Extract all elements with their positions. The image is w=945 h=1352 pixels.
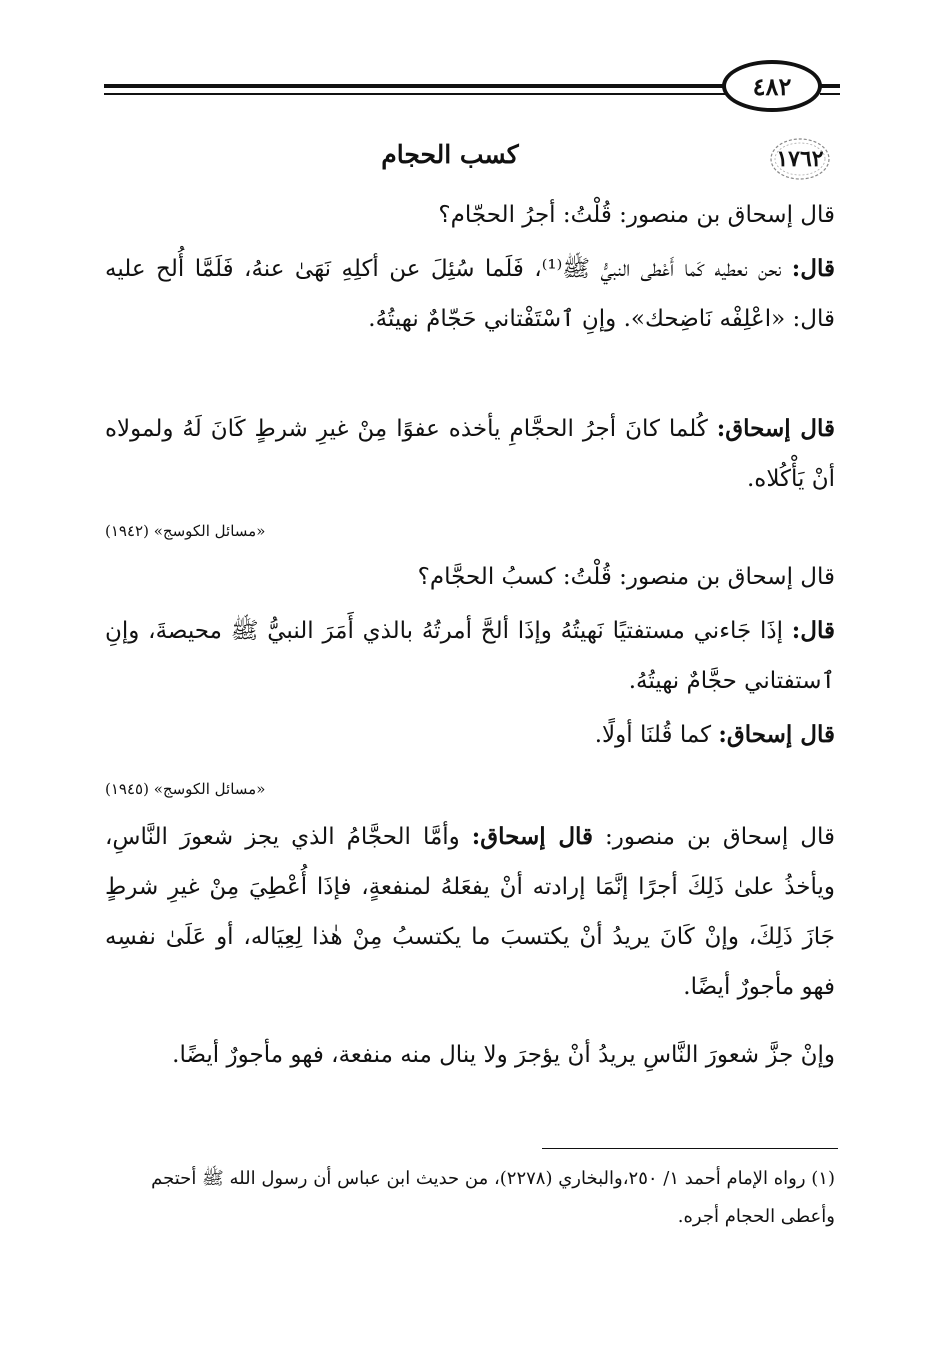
entry2-ishaq: [105, 710, 835, 760]
footnote-marker: (١): [811, 1168, 835, 1189]
final-intro: قال إسحاق بن منصور:: [605, 824, 835, 850]
entry1-ishaq: [105, 404, 835, 504]
entry-number: ١٧٦٢: [776, 146, 824, 172]
entry2-question: قال إسحاق بن منصور: قُلْتُ: كسبُ الحجَّام؟: [417, 564, 835, 590]
final-label: قال إسحاق:: [471, 823, 594, 850]
final-paragraph-2: وإنْ جزَّ شعورَ النَّاسِ يريدُ أنْ يؤجرَ ولا ينال منه منفعة، فهو مأجورٌ أيضًا.: [172, 1042, 835, 1068]
header-rule-tail-thin: [820, 93, 840, 95]
entry-number-medallion: [768, 136, 832, 182]
final-text-1: وأمَّا الحجَّامُ الذي يجز شعورَ النَّاسِ، ويأخذُ علىٰ ذَلِكَ أجرًا إنَّمَا إرادته أنْ يفعَلهُ لمنفعةٍ، فإذَا أُعْطِيَ مِنْ غيرِ شرطٍ جَازَ ذَلِكَ، وإنْ كَانَ يريدُ أنْ يكتسبَ ما يكتسبُ مِنْ هٰذا لِعِيَاله، أو عَلَىٰ نفسِه فهو مأجورٌ أيضًا.: [105, 824, 835, 1000]
chapter-title: كسب الحجام: [381, 140, 519, 169]
entry1-source: «مسائل الكوسج» (١٩٤٢): [105, 522, 266, 540]
entry2-answer: [105, 606, 835, 706]
final-paragraph-1: [105, 812, 835, 1012]
entry2-source: «مسائل الكوسج» (١٩٤٥): [105, 780, 266, 798]
header-rule-tail: [820, 84, 840, 88]
page-number: ٤٨٢: [722, 60, 822, 112]
footnote: [105, 1160, 835, 1236]
footnote-text: رواه الإمام أحمد ١/ ٢٥٠،والبخاري (٢٢٧٨)، من حديث ابن عباس أن رسول الله ﷺ أحتجم وأعطى الحجام أجره.: [151, 1168, 835, 1227]
header-rule-thin: [104, 93, 726, 95]
answer-text: إذَا جَاءني مستفتيًا نَهيتُهُ وإذَا ألحَّ أمرتُهُ بالذي أَمَرَ النبيُّ ﷺ محيصةَ، وإنِ ٱستفتاني حجَّامٌ نهيتُهُ.: [105, 618, 835, 694]
ishaq-label: قال إسحاق:: [718, 721, 835, 748]
ishaq-label: قال إسحاق:: [716, 415, 836, 442]
entry1-answer: [105, 244, 835, 344]
answer-label: قال:: [791, 255, 836, 282]
entry1-question: قال إسحاق بن منصور: قُلْتُ: أجرُ الحجّام؟: [438, 202, 835, 228]
answer-label: قال:: [791, 617, 836, 644]
ishaq-text: كما قُلنَا أولًا.: [594, 722, 712, 748]
footnote-rule: [542, 1148, 838, 1149]
header-rule-thick: [104, 84, 726, 88]
ishaq-text: كُلما كانَ أجرُ الحجَّامِ يأخذه عفوًا مِنْ غيرِ شرطٍ كَانَ لَهُ ولمولاه أنْ يَأْكُلاه.: [105, 416, 835, 492]
answer-text: نحن نعطيه كَما أَعْطى النبيُّ ﷺ⁽¹⁾، فَلَما سُئِلَ عن أكلِهِ نَهَىٰ عنهُ، فَلَمَّا أُلح عليه قال: «اعْلِفْه نَاضِحك». وإنِ ٱسْتَفْتاني حَجّامٌ نهيتُهُ.: [105, 256, 835, 332]
